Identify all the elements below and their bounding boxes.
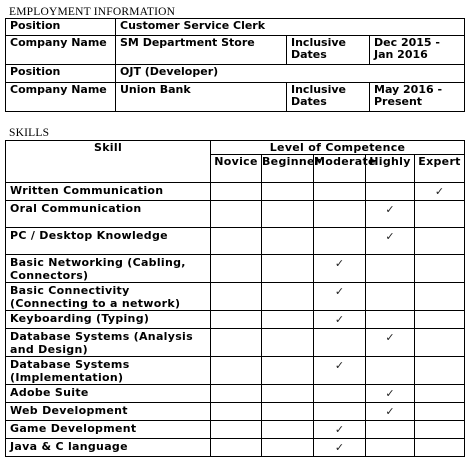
employment-row (6, 65, 465, 83)
skill-name: Adobe Suite (6, 385, 211, 403)
level-header-moderate: Moderate (314, 155, 366, 183)
level-cell (415, 255, 465, 283)
skill-row (6, 329, 465, 357)
employment-row (6, 19, 465, 36)
level-cell (314, 329, 366, 357)
level-cell (366, 439, 415, 457)
level-cell (314, 403, 366, 421)
skill-row (6, 183, 465, 201)
level-cell (415, 311, 465, 329)
level-cell (262, 329, 314, 357)
level-cell (262, 201, 314, 228)
level-header-beginner: Beginner (262, 155, 314, 183)
level-header-highly: Highly (366, 155, 415, 183)
check-icon: ✓ (334, 441, 345, 454)
level-cell (366, 201, 415, 228)
level-cell (314, 311, 366, 329)
field-value: Customer Service Clerk (116, 19, 465, 36)
skill-name: Basic Connectivity (Connecting to a network) (6, 283, 211, 311)
check-icon: ✓ (334, 423, 345, 436)
level-cell (262, 385, 314, 403)
level-cell (314, 255, 366, 283)
level-cell (415, 403, 465, 421)
skill-name: Oral Communication (6, 201, 211, 228)
field-label: Company Name (6, 36, 116, 65)
dates-value: May 2016 - Present (370, 83, 465, 112)
check-icon: ✓ (334, 285, 345, 298)
level-cell (262, 403, 314, 421)
skill-row (6, 403, 465, 421)
level-cell (314, 201, 366, 228)
check-icon: ✓ (434, 185, 445, 198)
level-cell (262, 183, 314, 201)
skill-name: Java & C language (6, 439, 211, 457)
employment-row (6, 83, 465, 112)
skill-name: Written Communication (6, 183, 211, 201)
check-icon: ✓ (334, 359, 345, 372)
level-cell (415, 439, 465, 457)
field-label: Position (6, 19, 116, 36)
check-icon: ✓ (385, 405, 395, 418)
level-cell (415, 385, 465, 403)
level-column-header: Level of Competence (211, 141, 465, 155)
level-cell (366, 283, 415, 311)
level-cell (211, 201, 262, 228)
skill-name: PC / Desktop Knowledge (6, 228, 211, 255)
skill-row (6, 283, 465, 311)
level-cell (211, 421, 262, 439)
skill-row (6, 357, 465, 385)
level-cell (366, 385, 415, 403)
field-value: OJT (Developer) (116, 65, 465, 83)
level-cell (211, 357, 262, 385)
level-cell (211, 183, 262, 201)
skill-name: Database Systems (Implementation) (6, 357, 211, 385)
level-cell (366, 228, 415, 255)
skill-column-header: Skill (6, 141, 211, 183)
check-icon: ✓ (385, 230, 395, 243)
skill-name: Database Systems (Analysis and Design) (6, 329, 211, 357)
field-label: Position (6, 65, 116, 83)
level-cell (415, 329, 465, 357)
level-cell (211, 311, 262, 329)
level-cell (366, 311, 415, 329)
level-cell (262, 228, 314, 255)
level-cell (314, 385, 366, 403)
level-cell (211, 385, 262, 403)
level-cell (366, 329, 415, 357)
dates-label: Inclusive Dates (287, 83, 370, 112)
level-cell (314, 228, 366, 255)
skill-row (6, 255, 465, 283)
level-cell (366, 357, 415, 385)
level-cell (262, 421, 314, 439)
level-cell (211, 329, 262, 357)
skill-row (6, 201, 465, 228)
skills-section-title: SKILLS (9, 127, 50, 139)
level-cell (262, 283, 314, 311)
check-icon: ✓ (385, 387, 395, 400)
skill-name: Web Development (6, 403, 211, 421)
level-cell (366, 255, 415, 283)
level-cell (415, 357, 465, 385)
skill-row (6, 311, 465, 329)
field-value: SM Department Store (116, 36, 287, 65)
check-icon: ✓ (334, 313, 345, 326)
level-cell (211, 283, 262, 311)
level-cell (262, 357, 314, 385)
skill-row (6, 385, 465, 403)
level-cell (211, 228, 262, 255)
skills-table (5, 140, 465, 457)
employment-table (5, 18, 465, 112)
level-cell (314, 357, 366, 385)
employment-row (6, 36, 465, 65)
dates-label: Inclusive Dates (287, 36, 370, 65)
level-cell (314, 283, 366, 311)
skill-row (6, 228, 465, 255)
level-cell (366, 403, 415, 421)
skill-name: Game Development (6, 421, 211, 439)
skill-name: Basic Networking (Cabling, Connectors) (6, 255, 211, 283)
check-icon: ✓ (385, 331, 395, 344)
dates-value: Dec 2015 - Jan 2016 (370, 36, 465, 65)
level-cell (314, 183, 366, 201)
level-cell (366, 421, 415, 439)
check-icon: ✓ (334, 257, 345, 270)
level-cell (415, 283, 465, 311)
level-cell (211, 439, 262, 457)
level-cell (262, 255, 314, 283)
level-cell (314, 439, 366, 457)
employment-section-title: EMPLOYMENT INFORMATION (9, 6, 176, 18)
level-cell (314, 421, 366, 439)
level-cell (415, 201, 465, 228)
skill-row (6, 439, 465, 457)
level-cell (415, 228, 465, 255)
level-cell (211, 403, 262, 421)
level-cell (415, 183, 465, 201)
level-cell (211, 255, 262, 283)
level-header-expert: Expert (415, 155, 465, 183)
level-cell (262, 439, 314, 457)
level-cell (262, 311, 314, 329)
level-header-novice: Novice (211, 155, 262, 183)
field-label: Company Name (6, 83, 116, 112)
skill-name: Keyboarding (Typing) (6, 311, 211, 329)
level-cell (415, 421, 465, 439)
check-icon: ✓ (385, 203, 395, 216)
field-value: Union Bank (116, 83, 287, 112)
skill-row (6, 421, 465, 439)
level-cell (366, 183, 415, 201)
